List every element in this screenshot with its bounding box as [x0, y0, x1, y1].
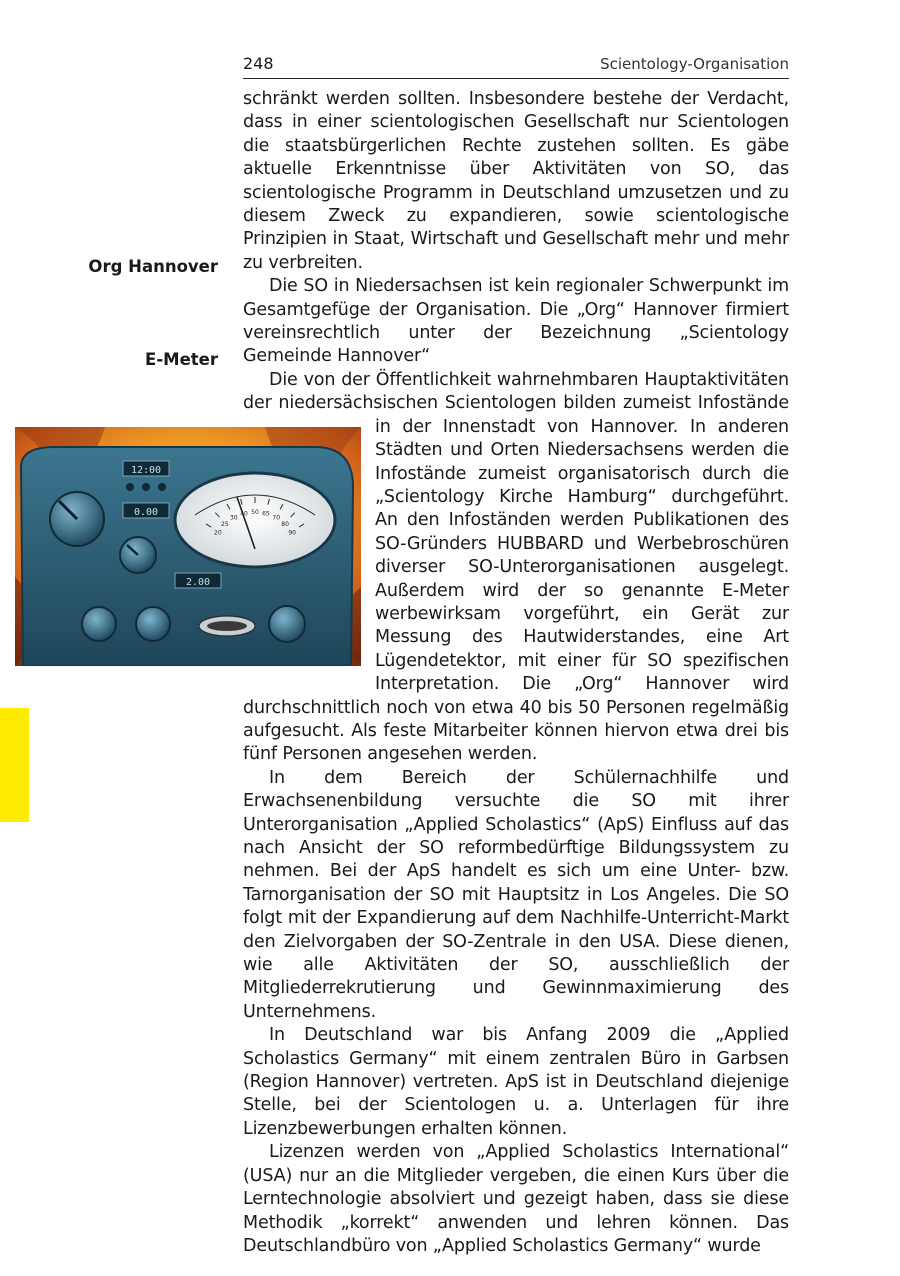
tone-arm-knob-icon — [50, 492, 104, 546]
digital-display-mid — [123, 503, 169, 518]
page-header — [243, 52, 789, 79]
svg-text:0.00: 0.00 — [133, 507, 159, 518]
dial-tick-label: 30 — [229, 514, 238, 522]
digital-display-bottom — [175, 573, 221, 588]
paragraph-3 — [243, 369, 789, 767]
dial-tick-label: 90 — [288, 529, 296, 537]
dial-tick-label: 65 — [262, 510, 270, 518]
paragraph-4: In dem Bereich der Schülernachhilfe und Erwachsenenbildung versuchte die SO mit ihrer Unterorganisation „Applied Scholastics“ (ApS) Einfluss auf das nach Ansicht der SO reformbedürftige Bildungssystem zu nehmen. Bei der ApS handelt es sich um eine Unter- bzw. Tarnorganisation der SO mit Hauptsitz in Los Angeles. Die SO folgt mit der Expandierung auf dem Nachhilfe-Unterricht-Markt den Zielvorgaben der SO-Zentrale in den USA. Diese dienen, wie alle Aktivitäten der SO, ausschließlich der Mitgliederrekrutierung und Gewinnmaximierung des Unternehmens. — [243, 767, 789, 1022]
paragraph-5: In Deutschland war bis Anfang 2009 die „Applied Scholastics Germany“ mit einem zentralen Büro in Garbsen (Region Hannover) vertreten. ApS ist in Deutschland diejenige Stelle, bei der Scientologen u. a. Unterlagen für ihre Lizenzbewerbungen erhalten können. — [243, 1025, 789, 1139]
yellow-tab-marker — [0, 708, 29, 822]
digital-display-top — [123, 461, 169, 476]
svg-text:2.00: 2.00 — [185, 577, 211, 588]
bottom-knob-center-icon — [136, 607, 170, 641]
article-body — [243, 88, 789, 1258]
marginal-note-e-meter: E-Meter — [145, 350, 218, 369]
running-head: Scientology-Organisation — [600, 55, 789, 73]
dial-tick-label: 70 — [272, 514, 281, 522]
bottom-knob-left-icon — [82, 607, 116, 641]
paragraph-3-text: Die von der Öffentlichkeit wahrnehmbaren Hauptaktivitäten der niedersächsischen Scientologen bilden zumeist Infostände in der Innenstadt von Hannover. In anderen Städten und Orten Niedersachsens werden die Infostände zumeist organisatorisch durch die „Scientology Kirche Hamburg“ durchgeführt. An den Infoständen werden Publikationen des SO-Gründers HUBBARD und Werbebroschüren diverser SO-Unterorganisationen ausgelegt. Außerdem wird der so genannte E-Meter werbewirksam vorgeführt, ein Gerät zur Messung des Hautwiderstandes, eine Art Lügendetektor, mit einer für SO spezifischen Interpretation. Die „Org“ Hannover wird durchschnittlich noch von etwa 40 bis 50 Personen regelmäßig aufgesucht. Als feste Mitarbeiter können hiervon etwa drei bis fünf Personen angesehen werden. — [243, 369, 789, 765]
paragraph-1: schränkt werden sollten. Insbesondere bestehe der Verdacht, dass in einer scientologischen Gesellschaft nur Scientologen die staatsbürgerlichen Rechte zustehen sollten. Es gäbe aktuelle Erkenntnisse über Aktivitäten von SO, das scientologische Programm in Deutschland umzusetzen und zu diesem Zweck zu expandieren, sowie scientologische Prinzipien in Staat, Wirtschaft und Gesellschaft mehr und mehr zu verbreiten. — [243, 89, 789, 273]
dial-tick-label: 40 — [240, 510, 248, 518]
page-number: 248 — [243, 54, 274, 73]
dial-tick-label: 50 — [251, 509, 259, 516]
dial-tick-label: 20 — [214, 529, 222, 537]
dial-tick-label: 25 — [221, 520, 229, 528]
paragraph-6: Lizenzen werden von „Applied Scholastics International“ (USA) nur an die Mitglieder vergeben, die einen Kurs über die Lerntechnologie absolviert und gezeigt haben, dass sie diese Methodik „korrekt“ anwenden und lehren können. Das Deutschlandbüro von „Applied Scholastics Germany“ wurde — [243, 1142, 789, 1256]
paragraph-2: Die SO in Niedersachsen ist kein regionaler Schwerpunkt im Gesamtgefüge der Organisation. Die „Org“ Hannover firmiert vereinsrechtlich unter der Bezeichnung „Scientology Gemeinde Hannover“ — [243, 276, 789, 367]
svg-text:12:00: 12:00 — [130, 465, 162, 476]
dial-tick-label: 80 — [281, 520, 289, 528]
sensitivity-knob-icon — [120, 537, 156, 573]
marginal-note-org-hannover: Org Hannover — [88, 257, 218, 276]
